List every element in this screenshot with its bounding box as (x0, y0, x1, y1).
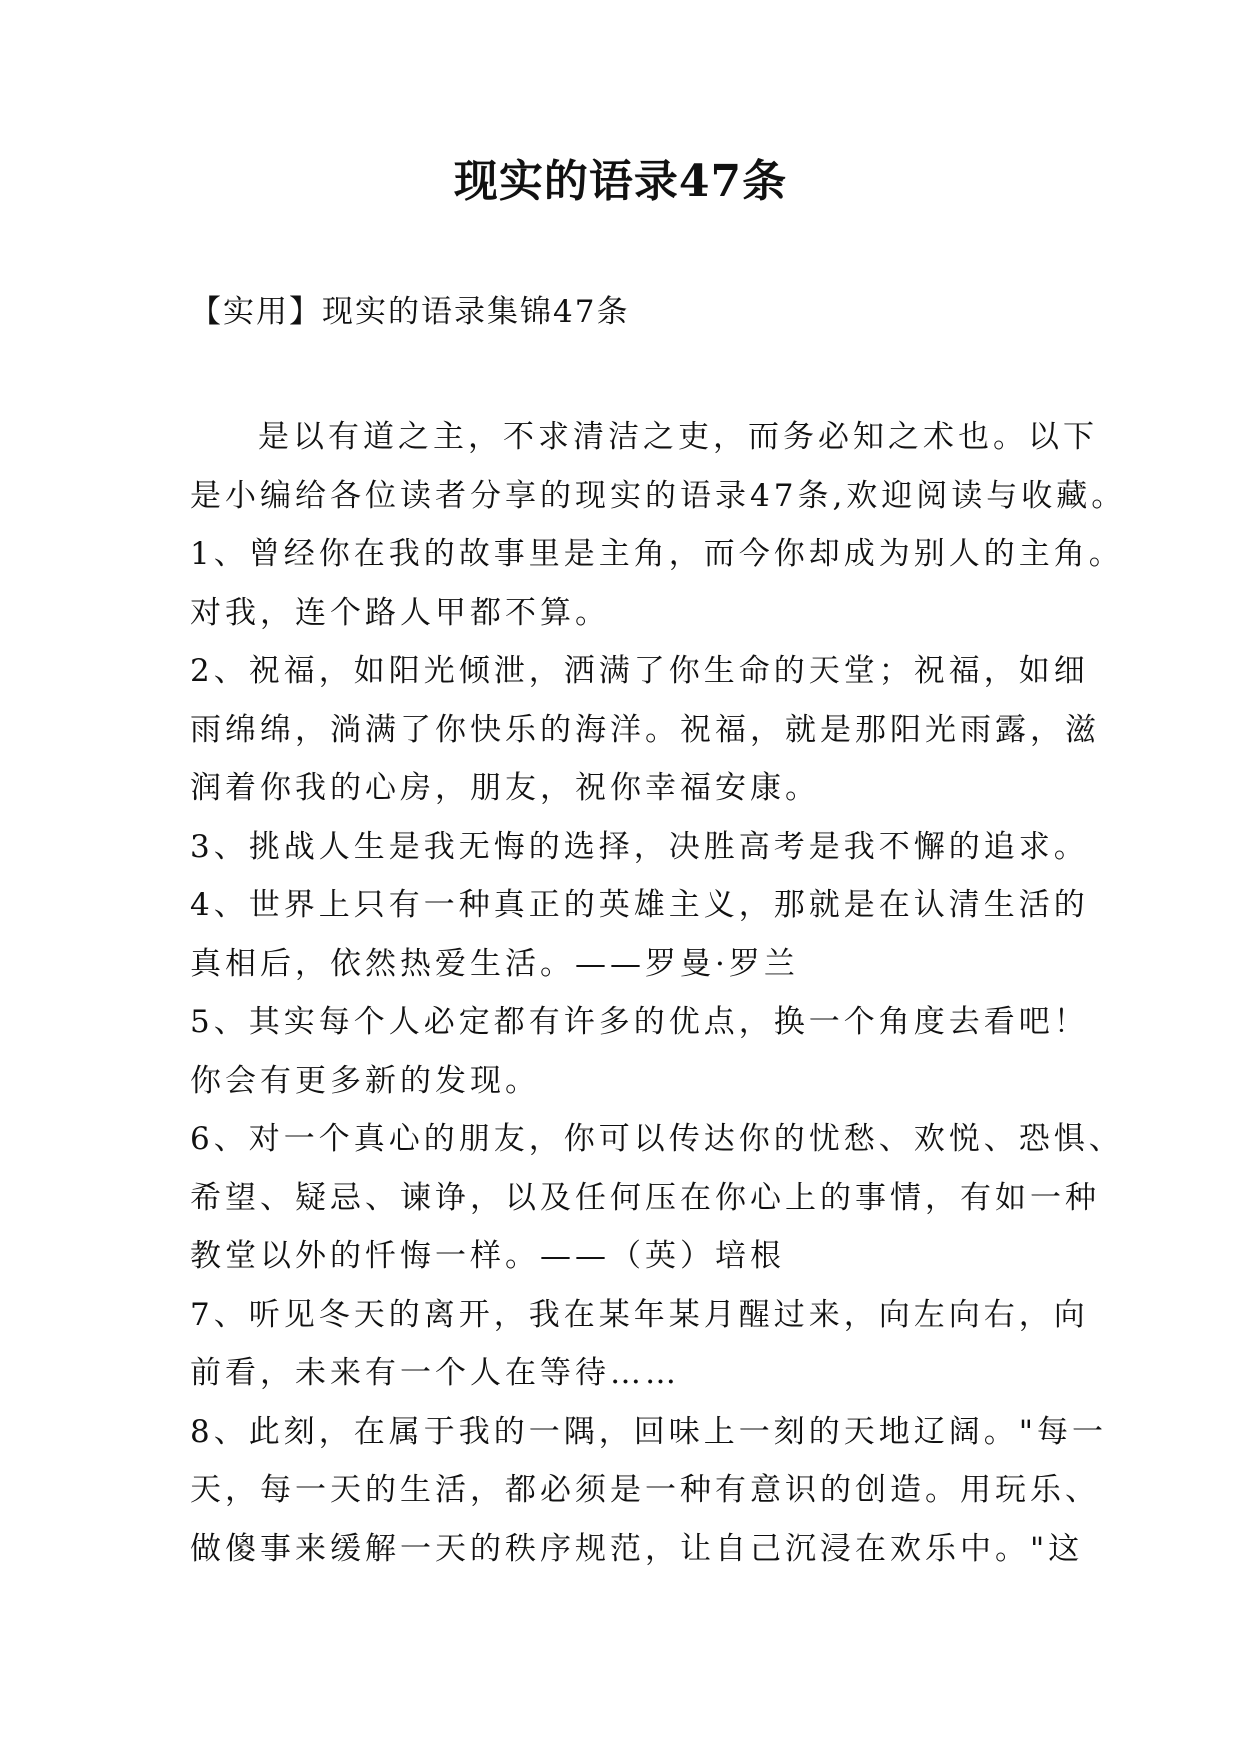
body-line: 做傻事来缓解一天的秩序规范，让自己沉浸在欢乐中。"这 (190, 1530, 1084, 1567)
body-line: 天，每一天的生活，都必须是一种有意识的创造。用玩乐、 (190, 1472, 1100, 1508)
body-line: 4、世界上只有一种真正的英雄主义，那就是在认清生活的 (190, 887, 1089, 923)
document-body (190, 408, 1127, 1578)
body-line: 7、听见冬天的离开，我在某年某月醒过来，向左向右，向 (190, 1296, 1089, 1333)
body-line: 润着你我的心房，朋友，祝你幸福安康。 (190, 770, 820, 806)
body-line: 前看，未来有一个人在等待…… (190, 1355, 680, 1391)
body-line: 5、其实每个人必定都有许多的优点，换一个角度去看吧！ (190, 1004, 1089, 1040)
document-title: 现实的语录47条 (453, 156, 788, 207)
body-line: 2、祝福，如阳光倾泄，洒满了你生命的天堂；祝福，如细 (190, 653, 1089, 689)
body-line: 真相后，依然热爱生活。——罗曼·罗兰 (190, 945, 799, 982)
body-line: 雨绵绵，淌满了你快乐的海洋。祝福，就是那阳光雨露，滋 (190, 711, 1100, 748)
body-line: 对我，连个路人甲都不算。 (190, 594, 610, 631)
body-line: 6、对一个真心的朋友，你可以传达你的忧愁、欢悦、恐惧、 (190, 1121, 1124, 1157)
body-line: 教堂以外的忏悔一样。——（英）培根 (190, 1238, 785, 1274)
body-line: 希望、疑忌、谏诤，以及任何压在你心上的事情，有如一种 (190, 1179, 1100, 1216)
body-line: 8、此刻，在属于我的一隅，回味上一刻的天地辽阔。"每一 (190, 1413, 1107, 1450)
body-line: 是小编给各位读者分享的现实的语录47条,欢迎阅读与收藏。 (190, 477, 1127, 514)
body-line: 是以有道之主，不求清洁之吏，而务必知之术也。以下 (258, 419, 1098, 455)
document-subtitle: 【实用】现实的语录集锦47条 (190, 294, 630, 330)
body-line: 你会有更多新的发现。 (190, 1062, 540, 1099)
body-line: 1、曾经你在我的故事里是主角，而今你却成为别人的主角。 (190, 536, 1124, 572)
body-line: 3、挑战人生是我无悔的选择，决胜高考是我不懈的追求。 (190, 828, 1089, 865)
